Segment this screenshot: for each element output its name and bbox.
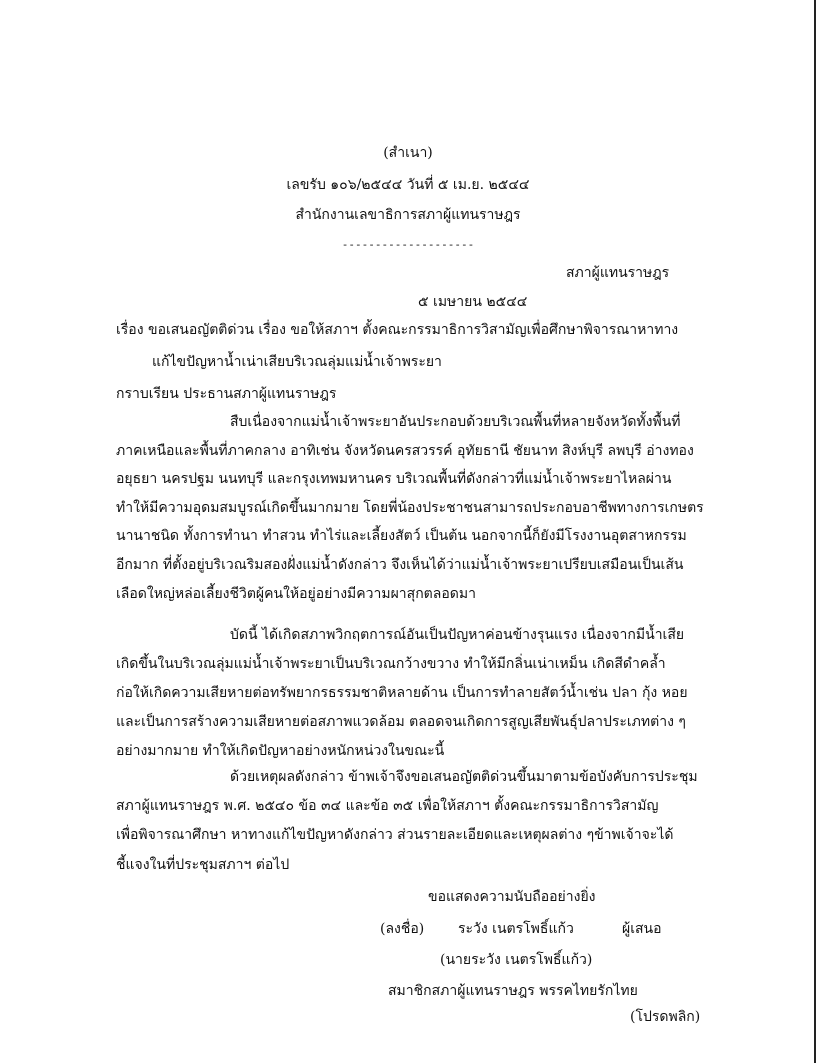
member-line: สมาชิกสภาผู้แทนราษฎร พรรคไทยรักไทย [388,983,638,999]
paragraph-3-line: เพื่อพิจารณาศึกษา หาทางแก้ไขปัญหาดังกล่าว ส่วนรายละเอียดและเหตุผลต่าง ๆข้าพเจ้าจะได้ [116,827,674,843]
paragraph-1-line: อีกมาก ที่ตั้งอยู่บริเวณริมสองฝั่งแม่น้ำดังกล่าว จึงเห็นได้ว่าแม่น้ำเจ้าพระยาเปรียบเสมือนเป็นเส้น [116,557,684,573]
office-name: สำนักงานเลขาธิการสภาผู้แทนราษฎร [295,207,521,223]
subject-line-1: เรื่อง ขอเสนอญัตติด่วน เรื่อง ขอให้สภาฯ ตั้งคณะกรรมาธิการวิสามัญเพื่อศึกษาพิจารณาหาทาง [116,322,679,338]
paragraph-2-line: เกิดขึ้นในบริเวณลุ่มแม่น้ำเจ้าพระยาเป็นบริเวณกว้างขวาง ทำให้มีกลิ่นเน่าเหม็น เกิดสีดำคล้ำ [116,656,666,672]
paragraph-1-line: นานาชนิด ทั้งการทำนา ทำสวน ทำไร่และเลี้ยงสัตว์ เป็นต้น นอกจากนี้ก็ยังมีโรงงานอุตสาหกรรม [116,528,687,544]
paragraph-3-line: ด้วยเหตุผลดังกล่าว ข้าพเจ้าจึงขอเสนอญัตติด่วนขึ้นมาตามข้อบังคับการประชุม [230,769,698,785]
paragraph-1-line: ทำให้มีความอุดมสมบูรณ์เกิดขึ้นมากมาย โดยพี่น้องประชาชนสามารถประกอบอาชีพทางการเกษตร [116,500,704,516]
paragraph-1-line: เลือดใหญ่หล่อเลี้ยงชีวิตผู้คนให้อยู่อย่างมีความผาสุกตลอดมา [116,586,476,602]
paragraph-3-line: ชี้แจงในที่ประชุมสภาฯ ต่อไป [116,857,290,873]
paragraph-1-line: สืบเนื่องจากแม่น้ำเจ้าพระยาอันประกอบด้วยบริเวณพื้นที่หลายจังหวัดทั้งพื้นที่ [230,414,681,430]
paragraph-3-line: สภาผู้แทนราษฎร พ.ศ. ๒๕๔๐ ข้อ ๓๔ และข้อ ๓๕ เพื่อให้สภาฯ ตั้งคณะกรรมาธิการวิสามัญ [116,798,659,814]
copy-label: (สำเนา) [383,145,433,161]
subject-line-2: แก้ไขปัญหาน้ำเน่าเสียบริเวณลุ่มแม่น้ำเจ้าพระยา [152,354,442,370]
printed-name: (นายระวัง เนตรโพธิ์แก้ว) [440,952,593,968]
closing: ขอแสดงความนับถืออย่างยิ่ง [428,889,596,905]
receipt-line: เลขรับ ๑๐๖/๒๕๔๔ วันที่ ๕ เม.ย. ๒๕๔๔ [286,177,530,193]
paragraph-2-line: บัดนี้ ได้เกิดสภาพวิกฤตการณ์อันเป็นปัญหาค่อนข้างรุนแรง เนื่องจากมีน้ำเสีย [230,627,685,643]
salutation: กราบเรียน ประธานสภาผู้แทนราษฎร [116,386,337,402]
paragraph-2-line: และเป็นการสร้างความเสียหายต่อสภาพแวดล้อม ตลอดจนเกิดการสูญเสียพันธุ์ปลาประเภทต่าง ๆ [116,714,686,730]
paragraph-2-line: ก่อให้เกิดความเสียหายต่อทรัพยากรธรรมชาติหลายด้าน เป็นการทำลายสัตว์น้ำเช่น ปลา กุ้ง หอย [116,685,688,701]
letter-date: ๕ เมษายน ๒๕๔๔ [418,294,528,310]
separator-line: -------------------- [341,238,475,251]
paragraph-2-line: อย่างมากมาย ทำให้เกิดปัญหาอย่างหนักหน่วงในขณะนี้ [116,743,445,759]
signature-name: ระวัง เนตรโพธิ์แก้ว [458,921,574,937]
signature-label: (ลงชื่อ) [380,921,425,937]
paragraph-1-line: ภาคเหนือและพื้นที่ภาคกลาง อาทิเช่น จังหวัดนครสวรรค์ อุทัยธานี ชัยนาท สิงห์บุรี ลพบุรี อ่างทอง [116,443,694,459]
signature-role: ผู้เสนอ [622,921,662,937]
turn-over-note: (โปรดพลิก) [630,1009,701,1025]
sender-place: สภาผู้แทนราษฎร [566,265,670,281]
paragraph-1-line: อยุธยา นครปฐม นนทบุรี และกรุงเทพมหานคร บริเวณพื้นที่ดังกล่าวที่แม่น้ำเจ้าพระยาไหลผ่าน [116,471,672,487]
